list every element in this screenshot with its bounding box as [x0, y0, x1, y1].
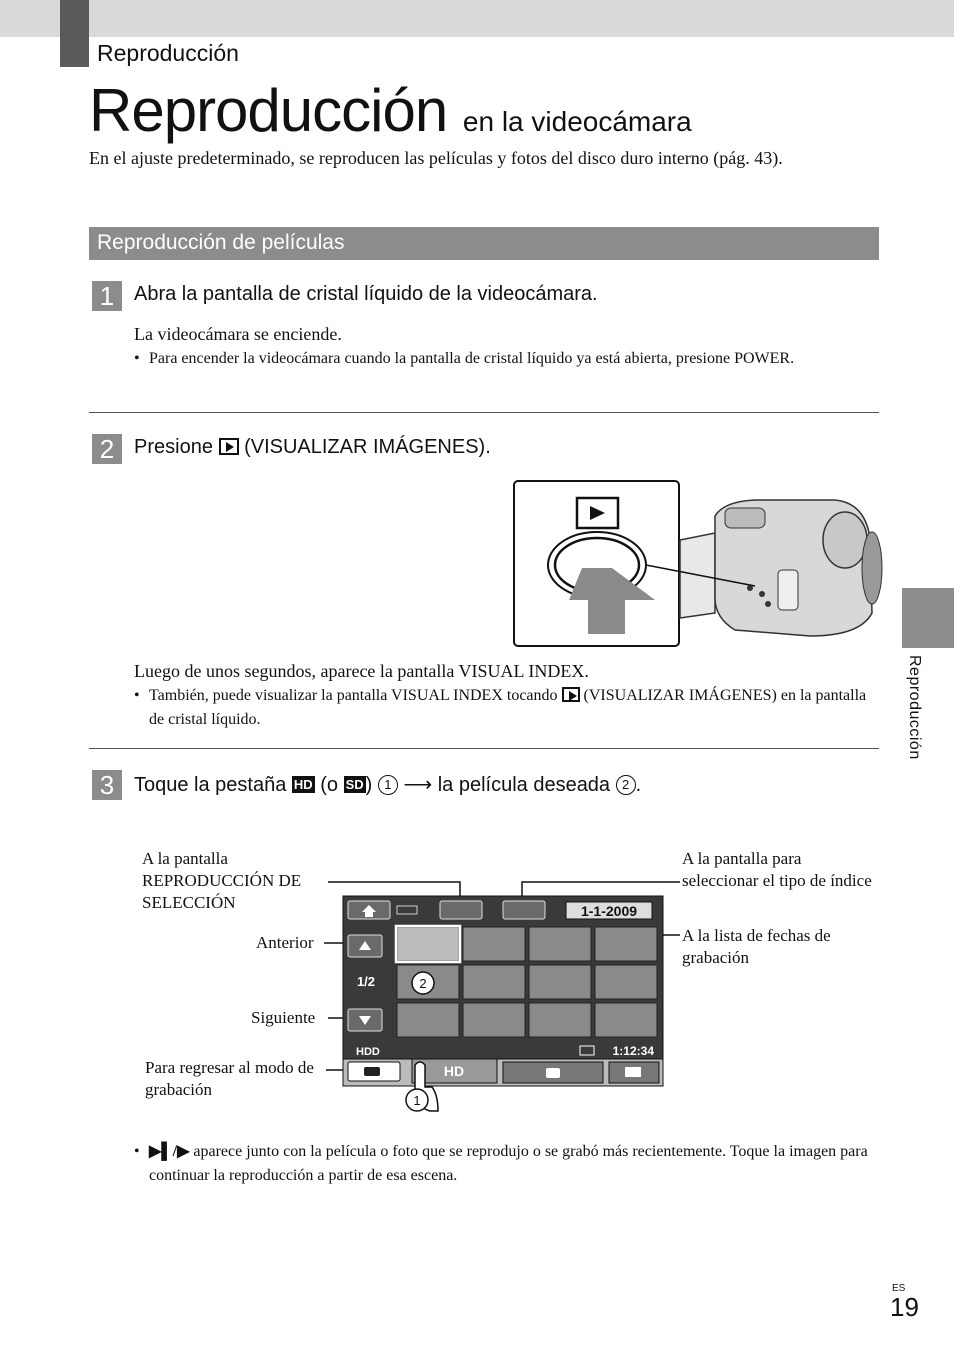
- step-3-title: [134, 772, 641, 797]
- divider: [89, 412, 879, 413]
- bullet-dot: •: [134, 687, 140, 704]
- thumbnail: [529, 1003, 591, 1037]
- step-1-number: 1: [92, 281, 122, 311]
- chapter-tab-label: Reproducción: [906, 655, 923, 760]
- chapter-tab: [902, 588, 954, 648]
- play-icon: [562, 687, 580, 702]
- thumbnail: [463, 1003, 525, 1037]
- step-2-number: 2: [92, 434, 122, 464]
- header-block: [60, 0, 89, 67]
- footer-note: [149, 1140, 879, 1188]
- bullet-dot: •: [134, 1143, 140, 1160]
- page-number: 19: [890, 1292, 919, 1322]
- step-3-number: 3: [92, 770, 122, 800]
- sd-tab-icon: SD: [345, 777, 364, 792]
- thumbnail: [463, 965, 525, 999]
- camcorder-illustration: [510, 478, 885, 650]
- index-type-button: [503, 901, 545, 919]
- step-2-title-a: Presione: [134, 436, 213, 458]
- hd-tab-icon: HD: [293, 777, 313, 792]
- play-icon: [219, 438, 239, 455]
- thumbnail: [529, 927, 591, 961]
- language-code: ES: [892, 1283, 906, 1294]
- footer-note-text: aparece junto con la película o foto que se reprodujo o se grabó más recientemente. Toque la imagen para continuar la reproducción a partir de esa escena.: [149, 1143, 868, 1184]
- section-label: Reproducción: [97, 40, 239, 66]
- header-bar: [0, 0, 954, 37]
- step-3-title-d: la película deseada: [437, 774, 611, 796]
- title-main-text: Reproducción: [89, 77, 448, 144]
- bullet-dot: •: [134, 350, 140, 367]
- thumbnail: [529, 965, 591, 999]
- selection-playback-button: [440, 901, 482, 919]
- divider: [89, 748, 879, 749]
- step-3-title-b: (o: [320, 774, 339, 796]
- marker-2-label: 2: [419, 976, 427, 991]
- thumbnail: [595, 1003, 657, 1037]
- thumbnail: [595, 927, 657, 961]
- step-2-bullet-b: (VISUALIZAR IMÁGENES) en la pantalla de cristal líquido.: [149, 687, 867, 728]
- step-2-title: [134, 436, 491, 459]
- visual-index-diagram: [320, 875, 680, 1120]
- step-3-title-a: Toque la pestaña: [134, 774, 287, 796]
- callout-lista-fechas: A la lista de fechas de grabación: [682, 926, 831, 967]
- marker-1-label: 1: [413, 1093, 421, 1108]
- step-3-title-e: .: [635, 774, 642, 796]
- media-label: HDD: [356, 1046, 380, 1058]
- thumbnail: [463, 927, 525, 961]
- step-3-title-c: ): [365, 774, 373, 796]
- callout-tipo-indice: A la pantalla para seleccionar el tipo de índice: [682, 849, 872, 890]
- callout-anterior: Anterior: [256, 933, 314, 952]
- thumbnail: [595, 965, 657, 999]
- intro-text: En el ajuste predeterminado, se reproducen las películas y fotos del disco duro interno (pág. 43).: [89, 148, 783, 168]
- step-2-bullet: [149, 684, 884, 732]
- thumbnail: [397, 1003, 459, 1037]
- arrow-right-icon: ⟶: [403, 774, 433, 796]
- step-2-body: Luego de unos segundos, aparece la pantalla VISUAL INDEX.: [134, 661, 589, 681]
- step-1-body: La videocámara se enciende.: [134, 324, 342, 344]
- step-marker-1: 1: [378, 775, 398, 795]
- play-pause-icon: ▶▌/▶: [149, 1143, 190, 1160]
- total-time: 1:12:34: [612, 1044, 654, 1058]
- step-1-title: Abra la pantalla de cristal líquido de la videocámara.: [134, 283, 598, 305]
- hd-tab-label: HD: [443, 1063, 465, 1079]
- step-1-bullet: Para encender la videocámara cuando la pantalla de cristal líquido ya está abierta, presione POWER.: [149, 350, 795, 367]
- callout-modo-grabacion: Para regresar al modo de grabación: [145, 1058, 314, 1099]
- date-text: 1-1-2009: [580, 903, 638, 919]
- subheading: Reproducción de películas: [97, 231, 345, 254]
- step-2-bullet-a: También, puede visualizar la pantalla VISUAL INDEX tocando: [149, 687, 558, 704]
- thumbnail: [397, 927, 459, 961]
- step-marker-2: 2: [616, 775, 636, 795]
- title-sub-text: en la videocámara: [462, 106, 692, 137]
- callout-siguiente: Siguiente: [251, 1008, 316, 1027]
- page-indicator: 1/2: [356, 974, 376, 989]
- callout-repro-seleccion: A la pantalla REPRODUCCIÓN DE SELECCIÓN: [142, 849, 302, 912]
- step-2-title-b: (VISUALIZAR IMÁGENES).: [244, 436, 491, 458]
